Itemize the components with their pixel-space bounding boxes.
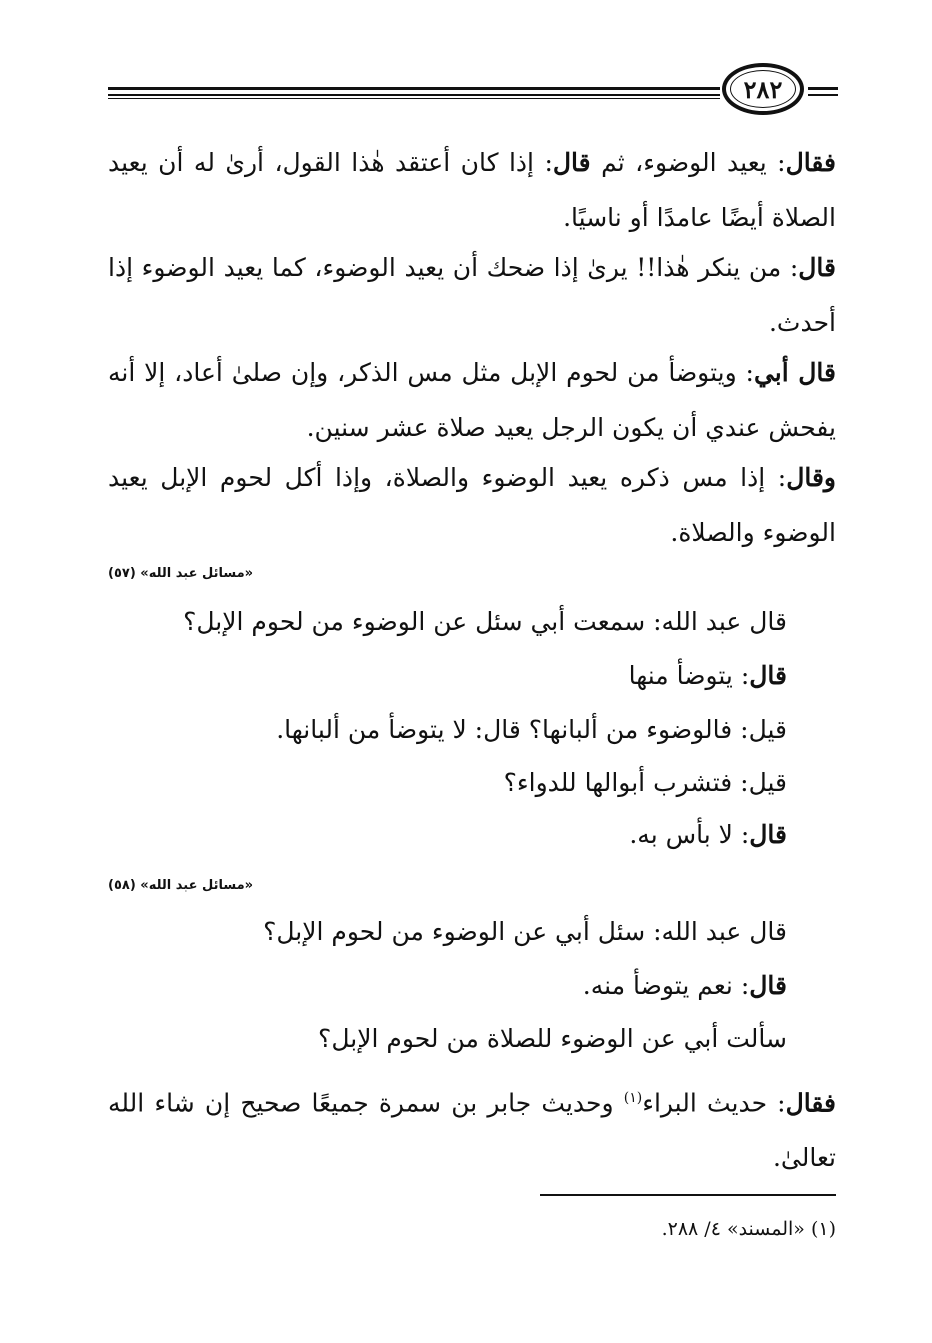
text-line [107,656,787,696]
paragraph-text: وحديث جابر بن سمرة جميعًا صحيح إن شاء الله تعالىٰ. [108,1088,836,1173]
text-line: قيل: فتشرب أبوالها للدواء؟ [503,768,787,797]
paragraph [108,345,836,455]
text-line [107,966,787,1006]
page-number: ٢٨٢ [743,74,783,104]
paragraph-text: : إذا كان أعتقد هٰذا القول، أرىٰ له أن يعيد الصلاة أيضًا عامدًا أو ناسيًا. [108,148,836,232]
paragraph [108,1071,836,1185]
text-line [107,815,787,855]
paragraph [108,135,836,245]
footnote: (١) «المسند» ٤/ ٢٨٨. [661,1218,836,1240]
paragraph-text: : حديث البراء [642,1088,786,1118]
speaker-label: قال [749,661,787,690]
header-rule [108,98,720,99]
speaker-label: فقال [785,1088,836,1118]
header-rule-tail [808,94,838,96]
paragraph-text: : إذا مس ذكره يعيد الوضوء والصلاة، وإذا أكل لحوم الإبل يعيد الوضوء والصلاة. [108,463,836,547]
text-line: قال عبد الله: سمعت أبي سئل عن الوضوء من لحوم الإبل؟ [183,607,787,636]
paragraph-text: : ويتوضأ من لحوم الإبل مثل مس الذكر، وإن صلىٰ أعاد، إلا أنه يفحش عندي أن يكون الرجل يعيد صلاة عشر سنين. [108,358,836,442]
speaker-label: فقال [785,148,836,177]
text-line: قيل: فالوضوء من ألبانها؟ قال: لا يتوضأ من ألبانها. [276,715,787,744]
source-citation: «مسائل عبد الله» (٥٨) [108,878,254,893]
paragraph [108,450,836,560]
paragraph-text: : يعيد الوضوء، ثم [590,148,786,177]
line-text: : لا بأس به. [629,820,750,849]
speaker-label: قال [798,253,836,282]
line-text: : نعم يتوضأ منه. [582,971,750,1000]
speaker-label: قال [552,148,591,177]
speaker-label: قال [749,971,787,1000]
page-number-badge [722,63,804,115]
footnote-ref: (١) [623,1090,643,1106]
header-rule [108,94,720,96]
header-rule [108,87,720,90]
header-rule-tail [808,87,838,90]
text-line: سألت أبي عن الوضوء للصلاة من لحوم الإبل؟ [318,1024,787,1053]
speaker-label: قال [749,820,787,849]
text-line: قال عبد الله: سئل أبي عن الوضوء من لحوم الإبل؟ [263,917,787,946]
speaker-label: وقال [786,463,836,492]
source-citation: «مسائل عبد الله» (٥٧) [108,566,254,581]
paragraph [108,240,836,350]
paragraph-text: : من ينكر هٰذا!! يرىٰ إذا ضحك أن يعيد الوضوء، كما يعيد الوضوء إذا أحدث. [108,253,836,337]
speaker-label: قال أبي [753,358,837,387]
footnote-rule [540,1194,836,1196]
line-text: : يتوضأ منها [628,661,750,690]
